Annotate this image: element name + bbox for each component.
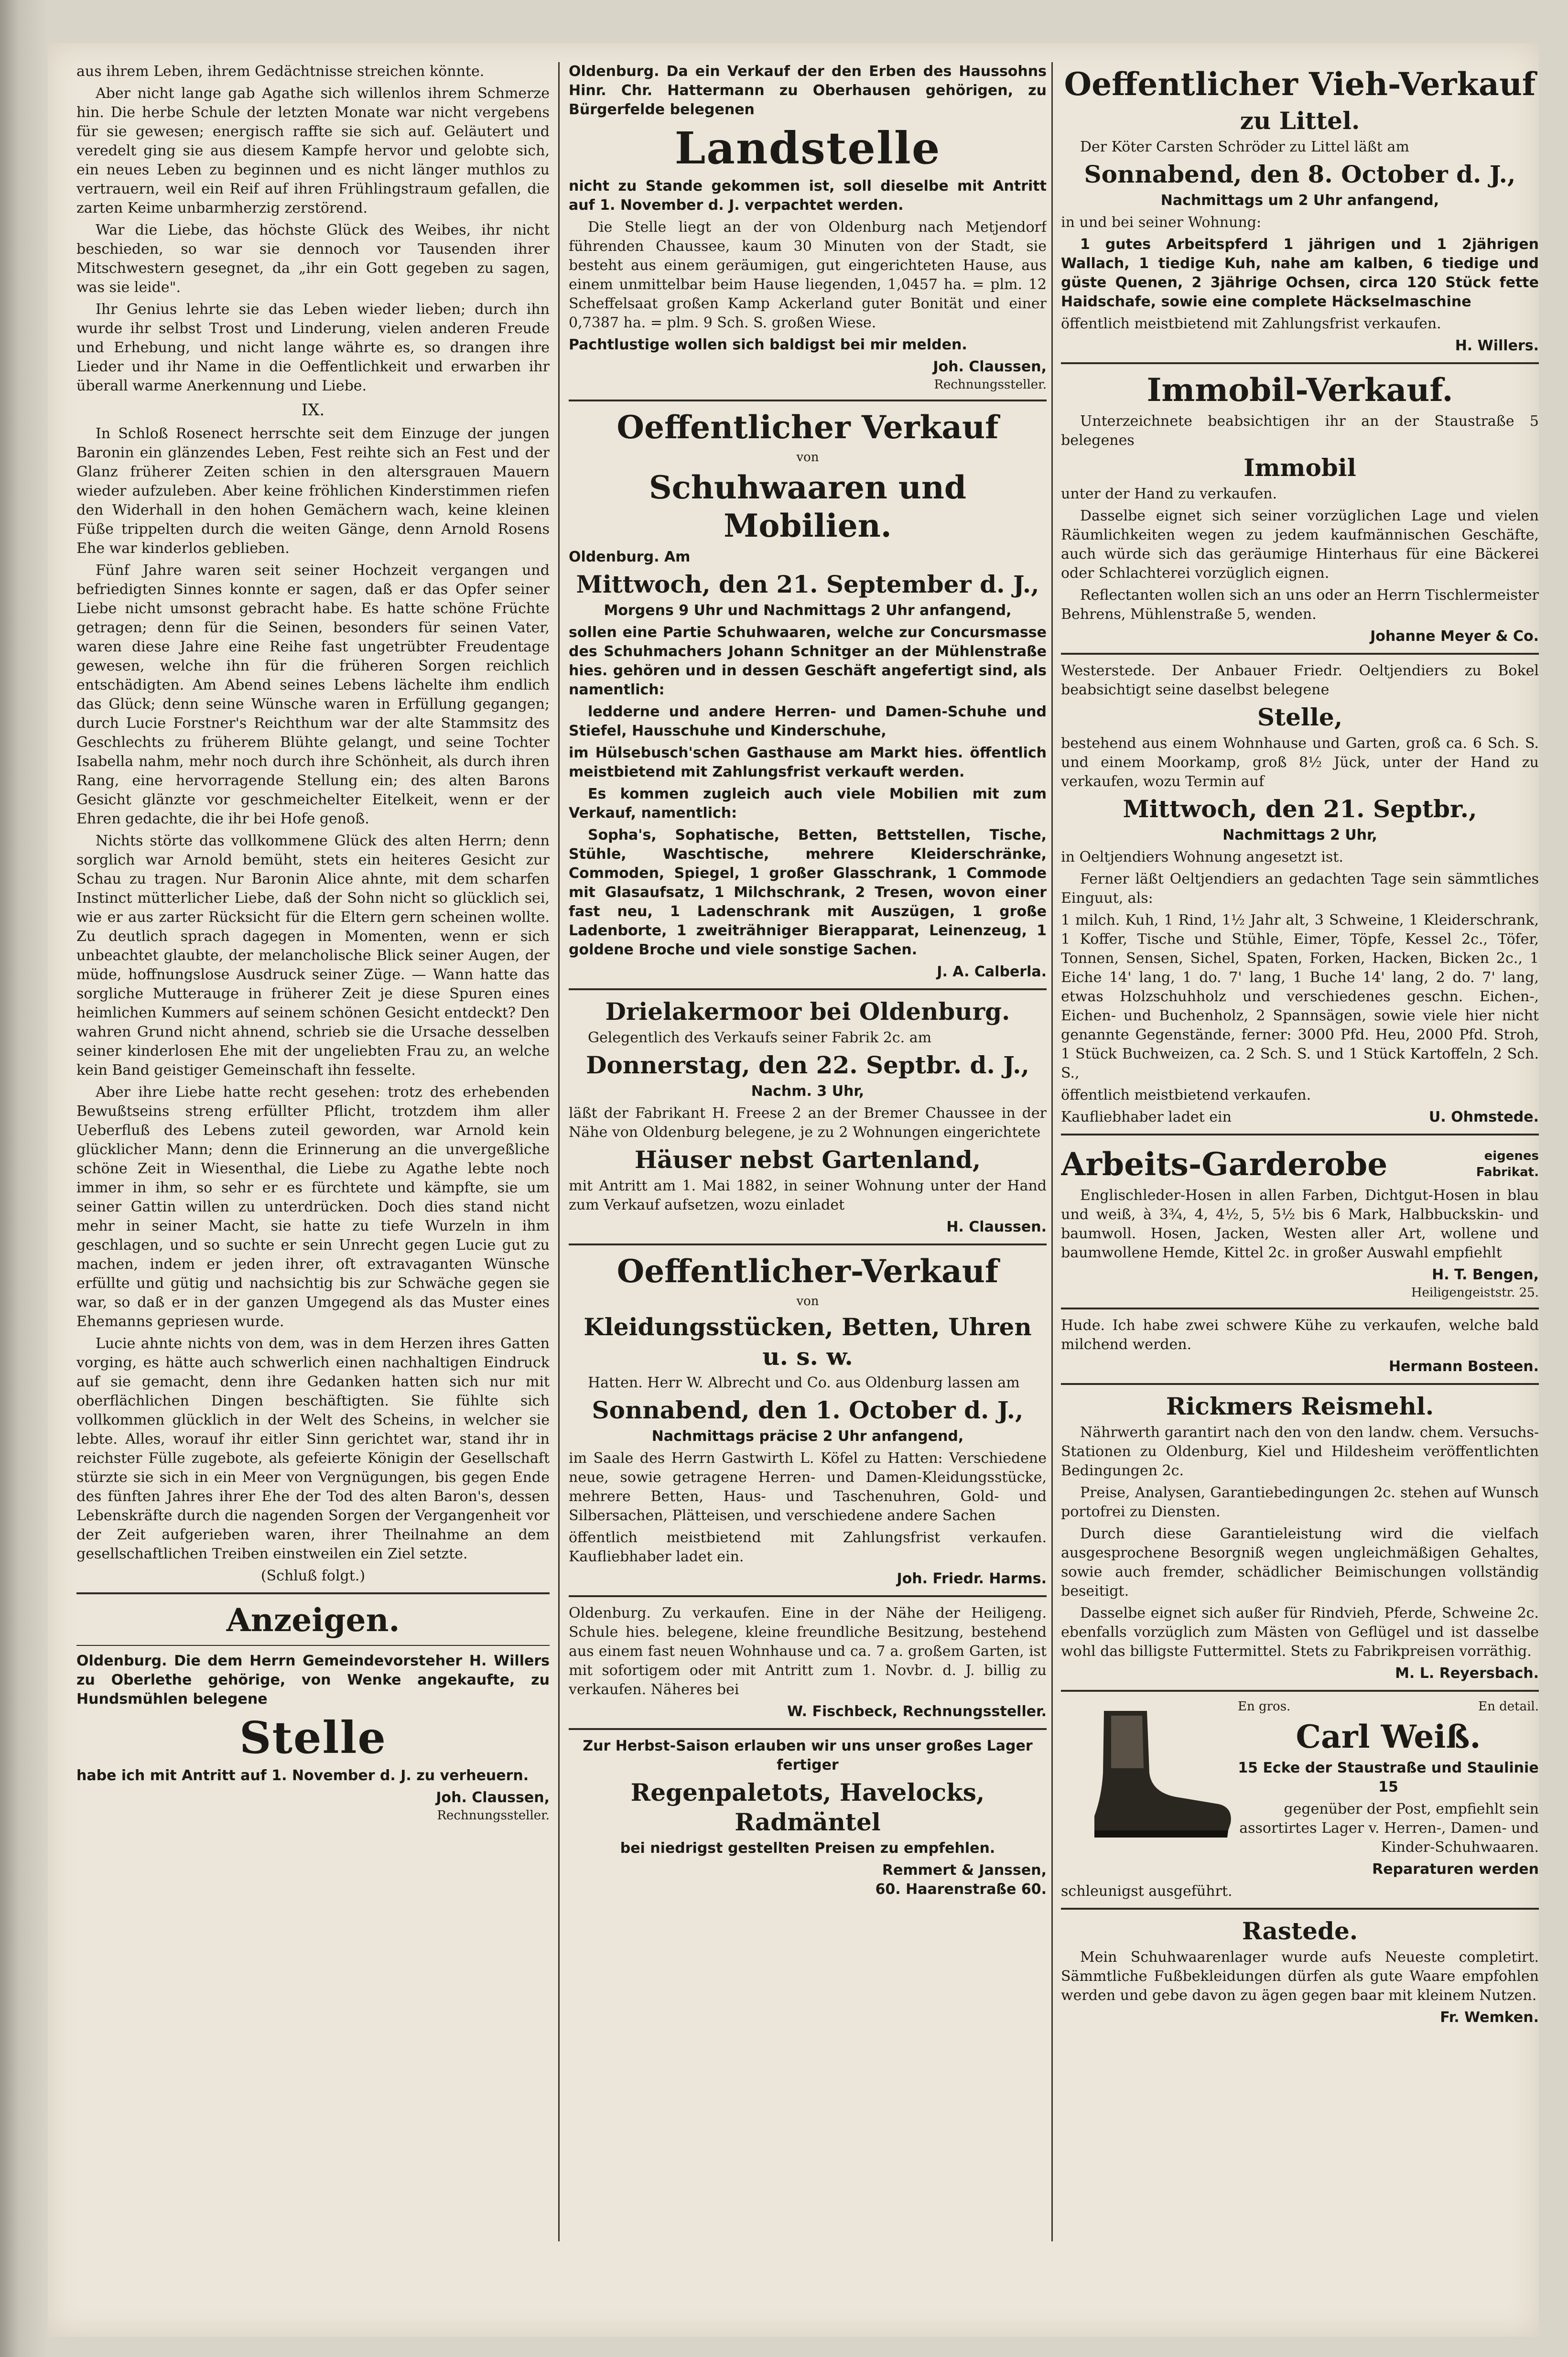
ad-text: nicht zu Stande gekommen ist, soll dieselbe mit Antritt auf 1. November d. J. verpachtet werden. (569, 178, 1047, 214)
continuation-note: (Schluß folgt.) (260, 1568, 366, 1584)
ad-headline: Landstelle (674, 122, 941, 174)
ad-text: sollen eine Partie Schuhwaaren, welche zur Concursmasse des Schuhmachers Johann Schnitger an der Mühlenstraße hies. gehören und in dessen Geschäft angefertigt sind, als namentlich: (569, 624, 1047, 698)
ad-text: Englischleder-Hosen in allen Farben, Dichtgut-Hosen in blau und weiß, à 3¾, 4, 4½, 5, 5½ bis 6 Mark, Halbbuckskin- und baumwoll. Hosen, Jacken, Westen aller Art, wollene und baumwollene Hemde, Kittel 2c. in großer Auswahl empfiehlt (1061, 1187, 1539, 1261)
ad-time: Nachmittags um 2 Uhr anfangend, (1160, 192, 1439, 209)
ad-headline: Drielakermoor bei Oldenburg. (605, 997, 1010, 1026)
ad-headline: Immobil-Verkauf. (1146, 371, 1453, 409)
ad-text: bestehend aus einem Wohnhause und Garten, groß ca. 6 Sch. S. und einem Moorkamp, groß 8½ Jück, unter der Hand zu verkaufen, wozu Termin auf (1061, 735, 1539, 790)
ad-date: Sonnabend, den 1. October d. J., (592, 1396, 1024, 1424)
chapter-number: IX. (301, 400, 325, 420)
ad-text: Kaufliebhaber ladet ein (1061, 1109, 1232, 1125)
ad-text: Reflectanten wollen sich an uns oder an Herrn Tischlermeister Behrens, Mühlenstraße 5, wenden. (1061, 587, 1539, 623)
ad-signature: W. Fischbeck, Rechnungssteller. (787, 1703, 1047, 1720)
ad-text: öffentlich meistbietend mit Zahlungsfrist verkaufen. Kaufliebhaber ladet ein. (569, 1529, 1047, 1565)
ad-text: Reparaturen werden (1372, 1861, 1539, 1878)
ad-headline: Stelle, (1257, 703, 1343, 731)
column-rule (558, 62, 560, 2241)
ad-date: Donnerstag, den 22. Septbr. d. J., (586, 1051, 1029, 1079)
ad-text: in Oeltjendiers Wohnung angesetzt ist. (1061, 849, 1343, 865)
ad-date: Mittwoch, den 21. Septbr., (1123, 795, 1477, 823)
ad-text: Zur Herbst-Saison erlauben wir uns unser großes Lager fertiger (583, 1738, 1033, 1773)
divider (1061, 362, 1539, 364)
divider (1061, 653, 1539, 655)
ad-intro: Oldenburg. Die dem Herrn Gemeindevorsteher H. Willers zu Oberlethe gehörige, von Wenke angekaufte, zu Hundsmühlen belegene (76, 1653, 550, 1708)
story-paragraph: aus ihrem Leben, ihrem Gedächtnisse streichen könnte. (76, 63, 485, 80)
section-heading: Anzeigen. (226, 1601, 400, 1639)
ad-headline: Rastede. (1242, 1917, 1358, 1945)
divider (76, 1592, 550, 1594)
ad-signature: H. T. Bengen, (1432, 1266, 1539, 1283)
ad-signature: Joh. Friedr. Harms. (897, 1570, 1047, 1587)
ad-signature: M. L. Reyersbach. (1395, 1665, 1539, 1682)
divider (1061, 1134, 1539, 1135)
ad-text: bei niedrigst gestellten Preisen zu empfehlen. (620, 1840, 995, 1857)
divider (1061, 1383, 1539, 1385)
ad-time: Nachmittags 2 Uhr, (1222, 827, 1377, 843)
ad-text: schleunigst ausgeführt. (1061, 1883, 1233, 1900)
ad-headline: Häuser nebst Gartenland, (634, 1146, 981, 1174)
divider (1061, 1308, 1539, 1309)
ad-text: Dasselbe eignet sich außer für Rindvieh, Pferde, Schweine 2c. ebenfalls vorzüglich zum Mästen von Geflügel und ist dasselbe wohl das billigste Futtermittel. Stets zu Fabrikpreisen vorräthig. (1061, 1605, 1539, 1660)
ad-signature: Fr. Wemken. (1440, 2009, 1539, 2026)
ad-text: Preise, Analysen, Garantiebedingungen 2c. stehen auf Wunsch portofrei zu Diensten. (1061, 1484, 1539, 1520)
ad-headline: Immobil (1244, 454, 1356, 482)
ad-items: Sopha's, Sophatische, Betten, Bettstellen, Tische, Stühle, Waschtische, mehrere Kleiderschränke, Commoden, Spiegel, 1 großer Glasschrank, 1 Commode mit Glasaufsatz, 1 Milchschrank, 2 Tresen, wovon einer fast neu, 1 Ladenschrank mit Auszügen, 1 große Ladenborte, 1 zweiträhniger Bierapparat, Leinenzeug, 1 goldene Broche und viele sonstige Sachen. (569, 827, 1047, 958)
story-paragraph: Aber ihre Liebe hatte recht gesehen: trotz des erhebenden Bewußtseins streng erfüllter Pflicht, trotzdem ihm aller Ueberfluß des Lebens zuteil geworden, war Arnold kein glücklicher Mann; denn die Erinnerung an die unvergeßliche schöne Zeit in Wiesenthal, die Liebe zu Agathe lebte noch immer in ihm, so sehr er es fürchtete und kämpfte, sie um seiner Gattin willen zu unterdrücken. Doch dies stand nicht mehr in seiner Macht, sie hatte zu tiefe Wurzeln in ihm geschlagen, und so suchte er sein Unrecht gegen Lucie gut zu machen, indem er jeden ihrer, oft extravaganten Wünsche erfüllte und gütig und nachsichtig bis zur Schwäche gegen sie war, so daß er in der ganzen Umgegend als das Muster eines Ehemanns gepriesen wurde. (76, 1084, 550, 1330)
ad-signature-line (1061, 1108, 1539, 1127)
ad-items: 1 gutes Arbeitspferd 1 jährigen und 1 2jährigen Wallach, 1 tiedige Kuh, nahe am kalben, 6 tiedige und güste Quenen, 2 3jährige Ochsen, circa 120 Stück fette Haidschafe, sowie eine complete Häckselmaschine (1061, 236, 1539, 310)
ad-date: Sonnabend, den 8. October d. J., (1084, 160, 1516, 188)
ad-text: Nährwerth garantirt nach den von den landw. chem. Versuchs-Stationen zu Oldenburg, Kiel und Hildesheim veröffentlichten Bedingungen 2c. (1061, 1424, 1539, 1479)
ad-text: En gros. (1238, 1699, 1291, 1714)
story-paragraph: Nichts störte das vollkommene Glück des alten Herrn; denn sorglich war Arnold bemüht, stets ein heiteres Gesicht zur Schau zu tragen. Nur Baronin Alice ahnte, mit dem scharfen Instinct mütterlicher Liebe, daß der Sohn nicht so glücklich sei, wie er aus zarter Rücksicht für die Eltern gern scheinen wollte. Zu deutlich sprach dagegen in Momenten, wenn er sich unbeachtet glaubte, der melancholische Blick seiner Augen, der müde, hoffnungslose Ausdruck seiner Züge. — Wann hatte das sorgliche Mutterauge in früherer Zeit je diese Spuren eines heimlichen Kummers auf seinem schönen Gesicht entdeckt? Den wahren Grund nicht ahnend, schrieb sie die Ursache desselben seiner kinderlosen Ehe mit der ungeliebten Frau zu, an welche kein Band geistiger Gemeinschaft ihn fesselte. (76, 833, 550, 1079)
ad-text: in und bei seiner Wohnung: (1061, 214, 1262, 231)
ad-text: Westerstede. Der Anbauer Friedr. Oeltjendiers zu Bokel beabsichtigt seine daselbst belegene (1061, 662, 1539, 698)
ad-text: gegenüber der Post, empfiehlt sein assortirtes Lager v. Herren-, Damen- und Kinder-Schuhwaaren. (1239, 1801, 1539, 1856)
ad-text: Mein Schuhwaarenlager wurde aufs Neueste completirt. Sämmtliche Fußbekleidungen dürfen als gute Waare empfohlen werden und gebe davon zu ägen gegen baar mit kleinem Nutzen. (1061, 1949, 1539, 2004)
book-binding (0, 0, 48, 2357)
ad-signature: Joh. Claussen, (933, 358, 1047, 375)
ad-text: läßt der Fabrikant H. Freese 2 an der Bremer Chaussee in der Nähe von Oldenburg belegene, je zu 2 Wohnungen eingerichtete (569, 1105, 1047, 1141)
ad-signature: Remmert & Janssen, (882, 1862, 1047, 1879)
ad-headline: Oeffentlicher Verkauf (616, 409, 999, 446)
ad-signature: Hermann Bosteen. (1388, 1358, 1539, 1375)
ad-text: Hude. Ich habe zwei schwere Kühe zu verkaufen, welche bald milchend werden. (1061, 1317, 1539, 1353)
ad-text: öffentlich meistbietend mit Zahlungsfrist verkaufen. (1061, 315, 1441, 332)
ad-items: 1 milch. Kuh, 1 Rind, 1½ Jahr alt, 3 Schweine, 1 Kleiderschrank, 1 Koffer, Tische und Stühle, Eimer, Töpfe, Kessel 2c., Töfer, Tonnen, Sensen, Sichel, Spaten, Forken, Hacken, Bicken 2c., 1 Eiche 14' lang, 1 do. 7' lang, 1 Buche 14' lang, 2 do. 7' lang, etwas Holzschuhholz und verschiedenes geschn. Eichen-, Eichen- und Buchenholz, 2 Spannsägen, sowie viele hier nicht genannte Gegenstände, ferner: 3000 Pfd. Heu, 2000 Pfd. Stroh, 1 Stück Buchweizen, ca. 2 Sch. S. und 1 Stück Kartoffeln, 2 Sch. S., (1061, 912, 1539, 1081)
ad-signature: Johanne Meyer & Co. (1370, 628, 1539, 645)
ad-text: Die Stelle liegt an der von Oldenburg nach Metjendorf führenden Chaussee, kaum 30 Minuten von der Stadt, sie besteht aus einem geräumigen, gut eingerichteten Hause, aus einem unmittelbar beim Hause liegenden, 1,0457 ha. = plm. 12 Scheffelsaat großen Kamp Ackerland guter Bonität und einer 0,7387 ha. = plm. 9 Sch. S. großen Wiese. (569, 219, 1047, 331)
ad-text: unter der Hand zu verkaufen. (1061, 486, 1277, 502)
ad-signature-title: Rechnungssteller. (934, 378, 1047, 392)
ad-signature-title: Rechnungssteller. (437, 1808, 550, 1823)
ad-text: Pachtlustige wollen sich baldigst bei mir melden. (569, 336, 967, 353)
ad-text: Oldenburg. Am (569, 549, 691, 565)
ad-text: Gelegentlich des Verkaufs seiner Fabrik 2c. am (588, 1029, 932, 1046)
ad-headline: Stelle (239, 1712, 387, 1763)
ad-headline: Carl Weiß. (1296, 1718, 1481, 1755)
story-paragraph: War die Liebe, das höchste Glück des Weibes, ihr nicht beschieden, so war sie dennoch vor Tausenden ihrer Mitschwestern gesegnet, da „ihr ein Gott gegeben zu sagen, was sie leide". (76, 222, 550, 296)
ad-time: Nachm. 3 Uhr, (751, 1083, 865, 1100)
ad-time: Nachmittags präcise 2 Uhr anfangend, (651, 1428, 964, 1445)
ad-text: Unterzeichnete beabsichtigen ihr an der Staustraße 5 belegenes (1061, 413, 1539, 449)
ad-intro: Oldenburg. Da ein Verkauf der den Erben des Haussohns Hinr. Chr. Hattermann zu Oberhausen gehörigen, zu Bürgerfelde belegenen (569, 63, 1047, 118)
ad-address: 60. Haarenstraße 60. (875, 1881, 1047, 1898)
shop-row (1238, 1698, 1539, 1715)
divider (76, 1645, 550, 1646)
ad-text: mit Antritt am 1. Mai 1882, in seiner Wohnung unter der Hand zum Verkauf aufsetzen, wozu einladet (569, 1178, 1047, 1213)
divider (569, 988, 1047, 990)
ad-date: Mittwoch, den 21. September d. J., (576, 570, 1039, 598)
divider (1061, 1908, 1539, 1910)
divider (569, 400, 1047, 401)
ad-text: Dasselbe eignet sich seiner vorzüglichen Lage und vielen Räumlichkeiten wegen zu jedem kaufmännischen Geschäfte, auch würde sich das geräumige Hinterhaus für eine Bäckerei oder Schlachterei vorzüglich eignen. (1061, 508, 1539, 582)
ad-text: Hatten. Herr W. Albrecht und Co. aus Oldenburg lassen am (588, 1374, 1020, 1391)
ad-headline: Oeffentlicher Vieh-Verkauf (1064, 65, 1536, 103)
ad-signature: H. Willers. (1455, 337, 1539, 354)
ad-text: Der Köter Carsten Schröder zu Littel läßt am (1080, 139, 1409, 155)
ad-text: Es kommen zugleich auch viele Mobilien mit zum Verkauf, namentlich: (569, 786, 1047, 822)
divider (569, 1243, 1047, 1245)
ad-headline: Rickmers Reismehl. (1166, 1392, 1434, 1420)
story-paragraph: Fünf Jahre waren seit seiner Hochzeit vergangen und befriedigten Sinnes konnte er sagen, daß er das Opfer seiner Liebe nicht umsonst gebracht habe. Es hatte schöne Früchte getragen; denn für die Seinen, besonders für seinen Vater, waren diese Jahre eine Reihe fast ungetrübter Freudentage gewesen, welche ihn für die früheren Sorgen reichlich entschädigten. Am Abend seines Lebens lächelte ihm endlich das Glück; denn seine Wünsche waren in Erfüllung gegangen; durch Lucie Forstner's Reichthum war der alte Stammsitz des Geschlechts zu früherem Blühte gelangt, und seine Tochter Isabella nahm, mehr noch durch ihre Schönheit, als durch ihren Rang, eine hervorragende Stellung ein; des alten Barons Gesicht glänzte vor geschmeichelter Eitelkeit, wenn er der Ehren gedachte, die ihr bei Hofe genoß. (76, 562, 550, 827)
column-rule (1051, 62, 1053, 2241)
story-paragraph: In Schloß Rosenect herrschte seit dem Einzuge der jungen Baronin ein glänzendes Leben, Fest reihte sich an Fest und der Glanz früherer Zeiten schien in den altersgrauen Mauern wieder aufzuleben. Aber keine fröhlichen Kinderstimmen riefen den Widerhall in den hohen Gemächern wach, keine kleinen Füße trippelten durch die weiten Gänge, denn Arnold Rosens Ehe war kinderlos geblieben. (76, 425, 550, 557)
ad-text: Durch diese Garantieleistung wird die vielfach ausgesprochene Besorgniß wegen ungleichmäßigen Gehaltes, sowie auch fremder, schädlicher Beimischungen vollständig beseitigt. (1061, 1525, 1539, 1600)
ad-subheadline: eigenes Fabrikat. (1476, 1149, 1539, 1179)
ad-headline: Schuhwaaren und Mobilien. (649, 469, 966, 544)
story-paragraph: Ihr Genius lehrte sie das Leben wieder lieben; durch ihn wurde ihr selbst Trost und Linderung, vielen anderen Freude und Erhebung, und nicht lange währte es, so drangen ihre Lieder und ihr Name in die Oeffentlichkeit und erwarben ihr überall warme Anerkennung und Liebe. (76, 301, 550, 394)
column-2 (569, 62, 1047, 2241)
ad-signature: H. Claussen. (946, 1219, 1047, 1235)
ad-headline-row (1061, 1142, 1539, 1186)
divider (569, 1595, 1047, 1597)
ad-items: ledderne und andere Herren- und Damen-Schuhe und Stiefel, Hausschuhe und Kinderschuhe, (569, 703, 1047, 739)
ad-text: von (796, 450, 819, 465)
ad-headline: Regenpaletots, Havelocks, Radmäntel (630, 1778, 985, 1836)
ad-time: Morgens 9 Uhr und Nachmittags 2 Uhr anfangend, (604, 602, 1012, 619)
column-3 (1061, 62, 1539, 2241)
story-paragraph: Lucie ahnte nichts von dem, was in dem Herzen ihres Gatten vorging, es hätte auch schwerlich einen nachhaltigen Eindruck auf sie gemacht, denn ihre Gedanken hatten sich nur mit oberflächlichen Dingen beschäftigten. Sie fühlte sich vollkommen glücklich in der Welt des Scheins, in welcher sie lebte. Alles, worauf ihr eitler Sinn gerichtet war, stand ihr in reichster Fülle zugebote, als gefeierte Königin der Gesellschaft stürzte sie sich in ein Meer von Vergnügungen, bis gegen Ende des fünften Jahres ihrer Ehe der Tod des alten Baron's, dessen Lebenskräfte durch die nagenden Sorgen der Vergangenheit vor der Zeit aufgerieben waren, ihrer Theilnahme an dem gesellschaftlichen Treiben einstweilen ein Ziel setzte. (76, 1335, 550, 1562)
ad-signature: U. Ohmstede. (1428, 1109, 1539, 1125)
ad-text: im Saale des Herrn Gastwirth L. Köfel zu Hatten: Verschiedene neue, sowie getragene Herren- und Damen-Kleidungsstücke, mehrere Betten, Haus- und Taschenuhren, Gold- und Silbersachen, Plätteisen, und verschiedene andere Sachen (569, 1450, 1047, 1524)
ad-address: Heiligengeiststr. 25. (1411, 1286, 1539, 1300)
ad-address: 15 Ecke der Staustraße und Staulinie 15 (1238, 1760, 1539, 1795)
ad-text: Oldenburg. Zu verkaufen. Eine in der Nähe der Heiligeng. Schule hies. belegene, kleine freundliche Besitzung, bestehend aus einem fast neuen Wohnhause und ca. 7 a. großem Garten, ist mit sofortigem oder mit Antritt zum 1. Novbr. d. J. billig zu verkaufen. Näheres bei (569, 1605, 1047, 1698)
boot-icon (1066, 1701, 1238, 1845)
ad-text: öffentlich meistbietend verkaufen. (1061, 1087, 1311, 1103)
ad-text: Ferner läßt Oeltjendiers an gedachten Tage sein sämmtliches Einguut, als: (1061, 871, 1539, 907)
ad-signature: J. A. Calberla. (937, 963, 1047, 980)
ad-text: En detail. (1478, 1699, 1539, 1714)
divider (1061, 1690, 1539, 1692)
ad-text: im Hülsebusch'schen Gasthause am Markt hies. öffentlich meistbietend mit Zahlungsfrist verkauft werden. (569, 745, 1047, 780)
ad-headline: Kleidungsstücken, Betten, Uhren u. s. w. (584, 1313, 1032, 1371)
ad-signature: Joh. Claussen, (436, 1789, 550, 1806)
ad-headline: Oeffentlicher-Verkauf (616, 1253, 999, 1290)
story-paragraph: Aber nicht lange gab Agathe sich willenlos ihrem Schmerze hin. Die herbe Schule der letzten Monate war nicht vergebens für sie gewesen; energisch raffte sie sich auf. Geläutert und veredelt ging sie aus diesem Kampfe hervor und gelobte sich, ein neues Leben zu beginnen und es nicht länger muthlos zu vertrauern, weil ein Reif auf ihren Frühlingstraum gefallen, die zarten Keime unbarmherzig zerstörend. (76, 85, 550, 216)
ad-text: von (796, 1294, 819, 1308)
ad-text: habe ich mit Antritt auf 1. November d. J. zu verheuern. (76, 1767, 529, 1784)
ad-headline: Arbeits-Garderobe (1061, 1146, 1388, 1183)
divider (569, 1728, 1047, 1730)
ad-headline: zu Littel. (1240, 107, 1360, 135)
column-1 (76, 62, 550, 2241)
